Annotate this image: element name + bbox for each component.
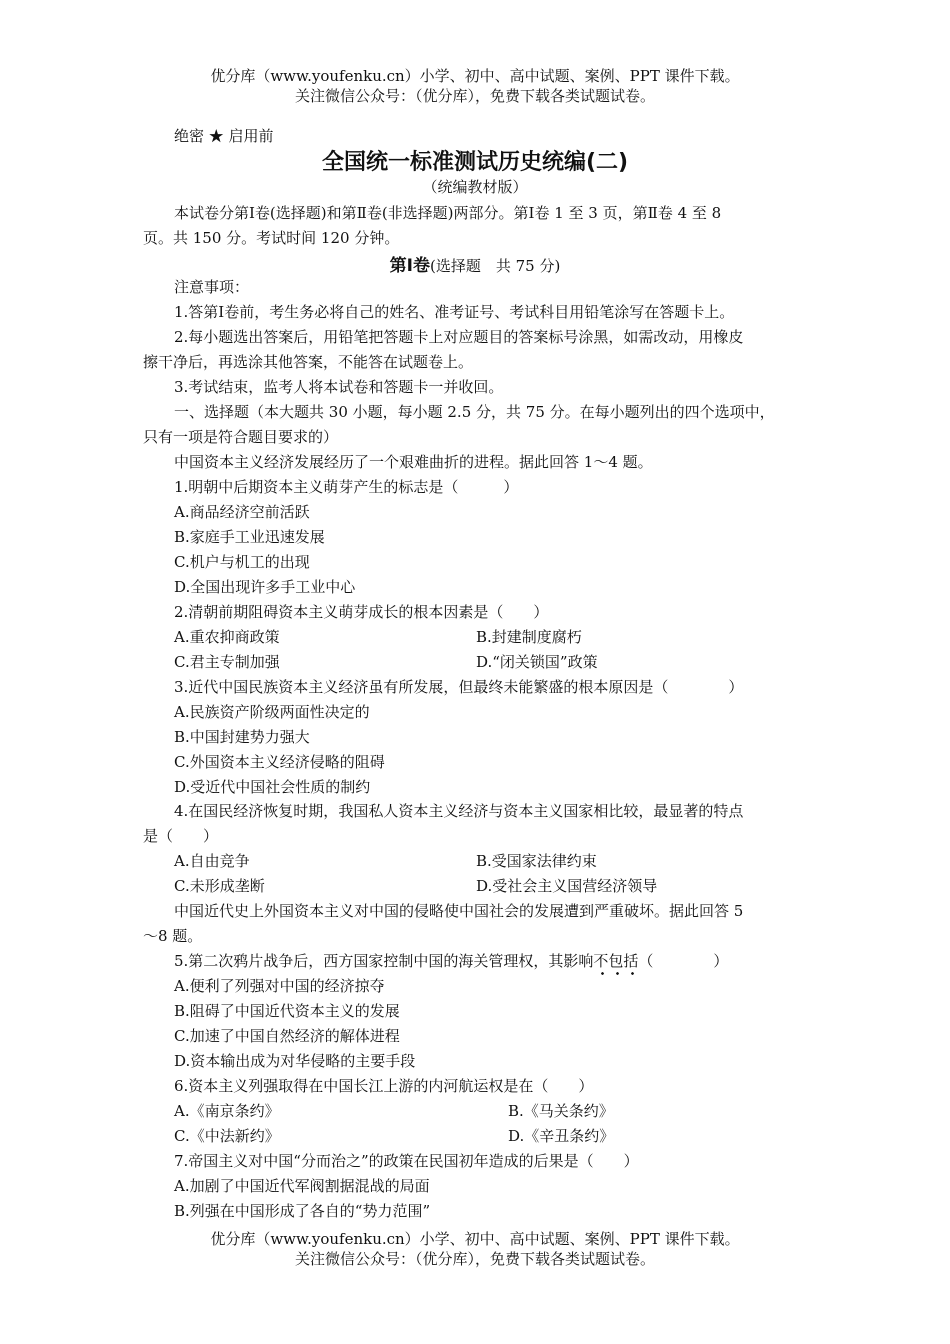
footer-line-1: 优分库（www.youfenku.cn）小学、初中、高中试题、案例、PPT 课件下载。 (210, 1230, 740, 1248)
q5-option-c: C.加速了中国自然经济的解体进程 (174, 1027, 400, 1045)
q3-option-c: C.外国资本主义经济侵略的阻碍 (174, 753, 385, 771)
exam-title: 全国统一标准测试历史统编(二) (321, 150, 629, 175)
part-1-instructions-line-1: 一、选择题（本大题共 30 小题，每小题 2.5 分，共 75 分。在每小题列出的四个选项中， (174, 403, 775, 421)
q4-option-d: D.受社会主义国营经济领导 (476, 877, 658, 895)
note-3: 3.考试结束，监考人将本试卷和答题卡一并收回。 (174, 378, 504, 396)
q5-stem-pre: 5.第二次鸦片战争后，西方国家控制中国的海关管理权，其影响 (174, 952, 594, 970)
lead-2-line-1: 中国近代史上外国资本主义对中国的侵略使中国社会的发展遭到严重破坏。据此回答 5 (174, 902, 744, 920)
header-line-1: 优分库（www.youfenku.cn）小学、初中、高中试题、案例、PPT 课件下载。 (210, 67, 740, 85)
q6-option-c: C.《中法新约》 (174, 1127, 280, 1145)
q6-stem: 6.资本主义列强取得在中国长江上游的内河航运权是在（ ） (174, 1077, 594, 1095)
q4-option-c: C.未形成垄断 (174, 877, 265, 895)
note-2-line-1: 2.每小题选出答案后，用铅笔把答题卡上对应题目的答案标号涂黑，如需改动，用橡皮 (174, 328, 744, 346)
q5-stem-post: （ ） (638, 952, 729, 970)
part-1-instructions-line-2: 只有一项是符合题目要求的） (143, 428, 339, 446)
q1-option-d: D.全国出现许多手工业中心 (174, 578, 356, 596)
note-2-line-2: 擦干净后，再选涂其他答案，不能答在试题卷上。 (143, 353, 474, 371)
q2-option-a: A.重农抑商政策 (174, 628, 280, 646)
section-1-desc: (选择题 共 75 分) (430, 257, 561, 275)
page-footer (0, 1229, 950, 1269)
header-line-2: 关注微信公众号：（优分库），免费下载各类试题试卷。 (294, 87, 655, 105)
footer-line-2: 关注微信公众号：（优分库），免费下载各类试题试卷。 (294, 1250, 655, 1268)
page-header (0, 66, 950, 106)
q4-stem-line-2: 是（ ） (143, 827, 219, 845)
q5-stem (174, 951, 728, 971)
q3-option-a: A.民族资产阶级两面性决定的 (174, 703, 370, 721)
q1-option-c: C.机户与机工的出现 (174, 553, 310, 571)
section-1-label: 第Ⅰ卷 (389, 256, 430, 276)
q7-option-b: B.列强在中国形成了各自的“势力范围” (174, 1202, 431, 1220)
lead-1: 中国资本主义经济发展经历了一个艰难曲折的进程。据此回答 1～4 题。 (174, 453, 653, 471)
q4-option-b: B.受国家法律约束 (476, 852, 597, 870)
secret-label: 绝密 ★ 启用前 (174, 127, 274, 145)
intro-line-1: 本试卷分第Ⅰ卷(选择题)和第Ⅱ卷(非选择题)两部分。第Ⅰ卷 1 至 3 页，第Ⅱ卷 4 至 8 (174, 204, 722, 222)
note-1: 1.答第Ⅰ卷前，考生务必将自己的姓名、准考证号、考试科目用铅笔涂写在答题卡上。 (174, 303, 735, 321)
notes-heading: 注意事项： (174, 278, 250, 296)
q2-option-c: C.君主专制加强 (174, 653, 280, 671)
q3-option-d: D.受近代中国社会性质的制约 (174, 778, 371, 796)
q1-option-a: A.商品经济空前活跃 (174, 503, 310, 521)
q6-option-b: B.《马关条约》 (508, 1102, 614, 1120)
q3-option-b: B.中国封建势力强大 (174, 728, 310, 746)
q4-stem-line-1: 4.在国民经济恢复时期，我国私人资本主义经济与资本主义国家相比较，最显著的特点 (174, 802, 744, 820)
q6-option-d: D.《辛丑条约》 (508, 1127, 615, 1145)
q5-option-d: D.资本输出成为对华侵略的主要手段 (174, 1052, 416, 1070)
q7-stem: 7.帝国主义对中国“分而治之”的政策在民国初年造成的后果是（ ） (174, 1152, 639, 1170)
q4-option-a: A.自由竞争 (174, 852, 250, 870)
q7-option-a: A.加剧了中国近代军阀割据混战的局面 (174, 1177, 430, 1195)
q1-option-b: B.家庭手工业迅速发展 (174, 528, 325, 546)
q2-stem: 2.清朝前期阻碍资本主义萌芽成长的根本因素是（ ） (174, 603, 549, 621)
lead-2-line-2: ～8 题。 (143, 927, 203, 945)
intro-line-2: 页。共 150 分。考试时间 120 分钟。 (143, 229, 400, 247)
q2-option-b: B.封建制度腐朽 (476, 628, 582, 646)
exam-subtitle: （统编教材版） (422, 178, 528, 196)
q5-option-a: A.便利了列强对中国的经济掠夺 (174, 977, 385, 995)
q5-option-b: B.阻碍了中国近代资本主义的发展 (174, 1002, 400, 1020)
q3-stem: 3.近代中国民族资本主义经济虽有所发展，但最终未能繁盛的根本原因是（ ） (174, 678, 744, 696)
q2-option-d: D.“闭关锁国”政策 (476, 653, 598, 671)
q6-option-a: A.《南京条约》 (174, 1102, 280, 1120)
section-1-title (0, 251, 950, 276)
q1-stem: 1.明朝中后期资本主义萌芽产生的标志是（ ） (174, 478, 519, 496)
q5-emphasis: 不包括 (593, 952, 639, 970)
